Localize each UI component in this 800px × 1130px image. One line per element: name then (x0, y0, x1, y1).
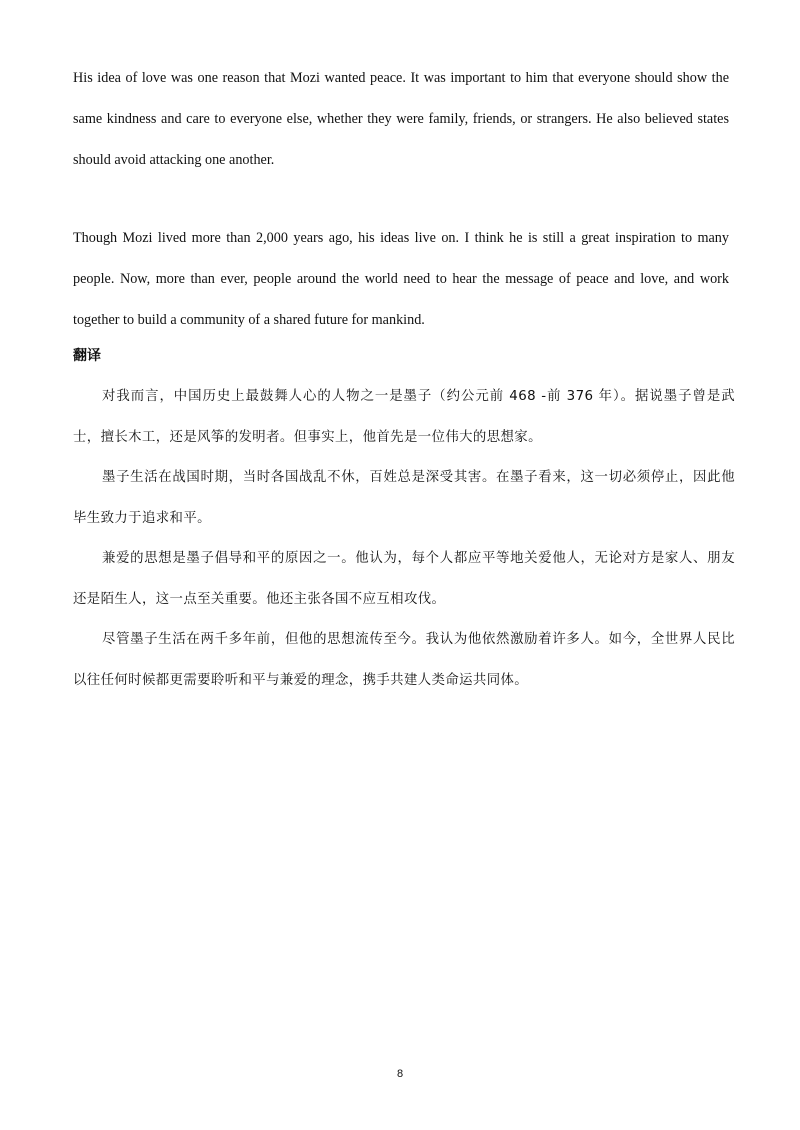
translation-heading: 翻译 (73, 348, 101, 364)
english-paragraph: Though Mozi lived more than 2,000 years ago, his ideas live on. I think he is still a great inspiration to many people. Now, more than ever, people around the world need to hear the message of peace and love, and work together to build a community of a shared future for mankind. (73, 230, 729, 328)
chinese-paragraph: 尽管墨子生活在两千多年前，但他的思想流传至今。我认为他依然激励着许多人。如今，全世界人民比以往任何时候都更需要聆听和平与兼爱的理念，携手共建人类命运共同体。 (73, 632, 735, 688)
chinese-paragraph: 兼爱的思想是墨子倡导和平的原因之一。他认为，每个人都应平等地关爱他人，无论对方是家人、朋友还是陌生人，这一点至关重要。他还主张各国不应互相攻伐。 (73, 551, 735, 607)
chinese-paragraph: 墨子生活在战国时期，当时各国战乱不休，百姓总是深受其害。在墨子看来，这一切必须停止，因此他毕生致力于追求和平。 (73, 470, 735, 526)
chinese-paragraph: 对我而言，中国历史上最鼓舞人心的人物之一是墨子（约公元前 468 -前 376 年）。据说墨子曾是武士，擅长木工，还是风筝的发明者。但事实上，他首先是一位伟大的思想家。 (73, 389, 735, 445)
english-paragraph: His idea of love was one reason that Mozi wanted peace. It was important to him that everyone should show the same kindness and care to everyone else, whether they were family, friends, or strangers. He also believed states should avoid attacking one another. (73, 70, 729, 168)
page-number: 8 (396, 1068, 404, 1080)
